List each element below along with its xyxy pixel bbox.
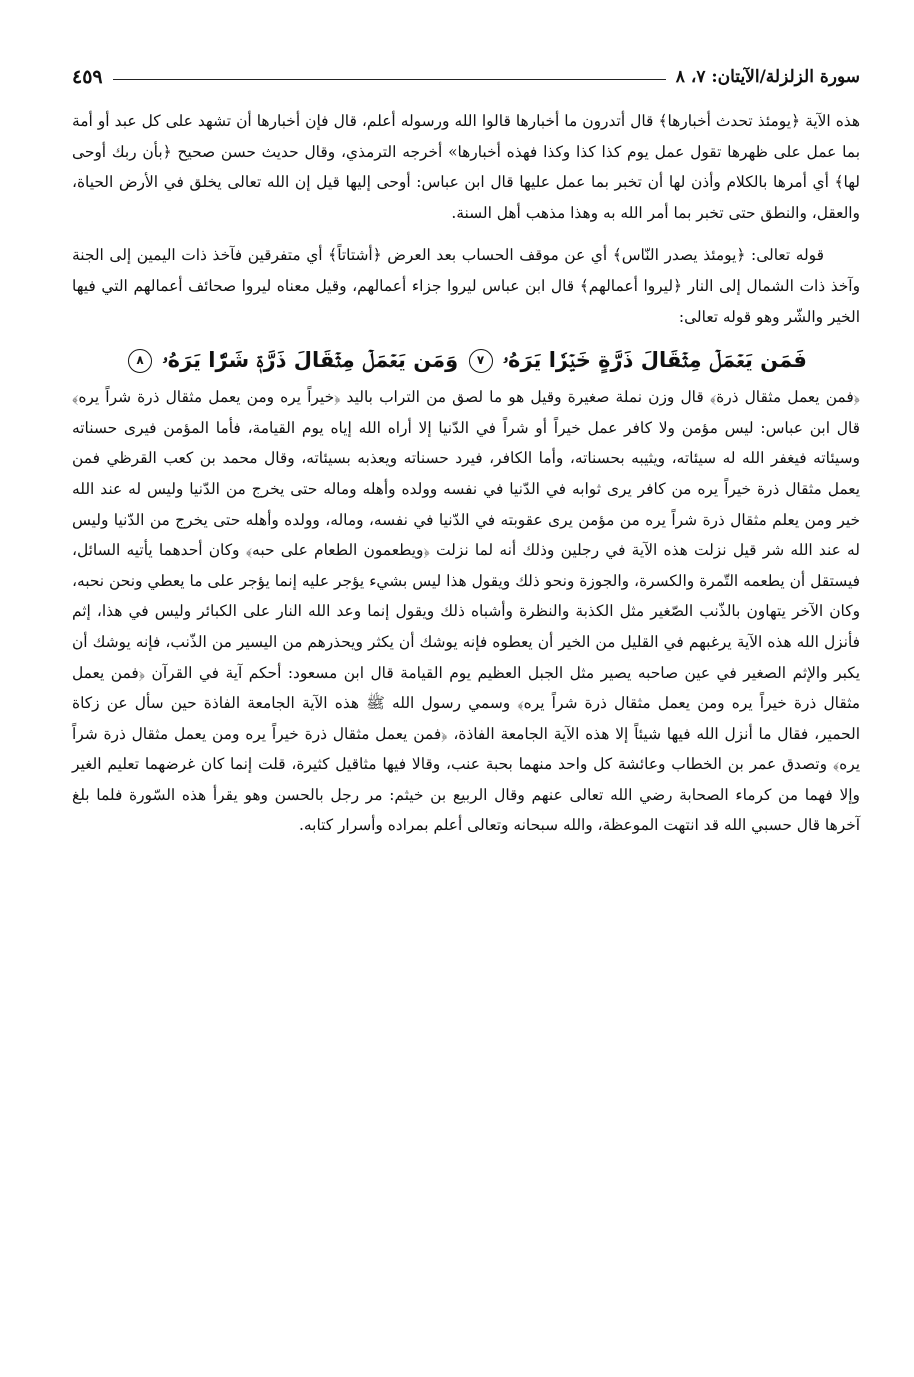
paragraph-3: ﴿فمن يعمل مثقال ذرة﴾ قال وزن نملة صغيرة وقيل هو ما لصق من التراب باليد ﴿خيراً يره ومن يعمل مثقال ذرة شراً يره﴾ قال ابن عباس: ليس مؤمن ولا كافر عمل خيراً أو شراً في الدّنيا إلا أراه الله إياه يوم القيامة، فأما المؤمن فيرى حسناته وسيئاته فيغفر الله له سيئاته، ويثيبه بحسناته، وأما الكافر، فيرد حسناته ويعذبه بسيئاته، وقال محمد بن كعب القرظي فمن يعمل مثقال ذرة خيراً يره من كافر يرى ثوابه في الدّنيا في نفسه وولده وأهله وماله حتى يخرج من الدّنيا وليس له عند الله خير ومن يعلم مثقال ذرة شراً يره من مؤمن يرى عقوبته في الدّنيا في نفسه، وماله، وولده وأهله حتى يخرج من الدّنيا وليس له عند الله شر قيل نزلت هذه الآية في رجلين وذلك أنه لما نزلت ﴿ويطعمون الطعام على حبه﴾ وكان أحدهما يأتيه السائل، فيستقل أن يطعمه التّمرة والكسرة، والجوزة ونحو ذلك ويقول هذا ليس بشيء يؤجر عليه إنما يؤجر على ما يعطي ونحن نحبه، وكان الآخر يتهاون بالذّنب الصّغير مثل الكذبة والنظرة وأشباه ذلك ويقول إنما وعد الله النار على الكبائر وليس في هذا، إثم فأنزل الله هذه الآية يرغبهم في القليل من الخير أن يعطوه فإنه يوشك أن يكثر ويحذرهم من اليسير من الذّنب، فإنه يوشك أن يكبر والإثم الصغير في عين صاحبه يصير مثل الجبل العظيم يوم القيامة قال ابن مسعود: أحكم آية في القرآن ﴿فمن يعمل مثقال ذرة خيراً يره ومن يعمل مثقال ذرة شراً يره﴾ وسمي رسول الله ﷺ هذه الآية الجامعة الفاذة حين سأل عن زكاة الحمير، فقال ما أنزل الله فيها شيئاً إلا هذه الآية الجامعة الفاذة، ﴿فمن يعمل مثقال ذرة خيراً يره ومن يعمل مثقال ذرة شراً يره﴾ وتصدق عمر بن الخطاب وعائشة كل واحد منهما بحبة عنب، وقالا فيها مثاقيل كثيرة، قلت إنما كان غرضهما تعليم الغير وإلا فهما من كرماء الصحابة رضي الله تعالى عنهم وقال الربيع بن خيثم: مر رجل بالحسن وهو يقرأ هذه السّورة فلما بلغ آخرها قال حسبي الله قد انتهت الموعظة، والله سبحانه وتعالى أعلم بمراده وأسرار كتابه. [72,388,860,835]
verse-7-text: فَمَن يَعۡمَلۡ مِثۡقَالَ ذَرَّةٍ خَيۡرٗا يَرَهُۥ [502,348,807,373]
verse-8-text: وَمَن يَعۡمَلۡ مِثۡقَالَ ذَرَّةٖ شَرّٗا يَرَهُۥ [162,348,459,373]
paragraph-1: هذه الآية ﴿يومئذ تحدث أخبارها﴾ قال أتدرون ما أخبارها قالوا الله ورسوله أعلم، قال فإن أخبارها أن تشهد على كل عبد أو أمة بما عمل على ظهرها تقول عمل يوم كذا كذا وكذا فهذه أخبارها» أخرجه الترمذي، وقال حديث حسن صحيح ﴿بأن ربك أوحى لها﴾ أي أمرها بالكلام وأذن لها أن تخبر بما عمل عليها قال ابن عباس: أوحى إليها قيل إن الله تعالى يخلق في الأرض الحياة، والعقل، والنطق حتى تخبر بما أمر الله به وهذا مذهب أهل السنة. [72,112,860,222]
page-number: ٤٥٩ [72,66,103,88]
ayah-8-marker: ٨ [128,349,152,373]
page [72,62,860,841]
page-header [72,62,860,92]
header-rule [113,79,666,80]
ayah-7-marker: ٧ [469,349,493,373]
paragraph-2: قوله تعالى: ﴿يومئذ يصدر النّاس﴾ أي عن موقف الحساب بعد العرض ﴿أشتاتاً﴾ أي متفرقين فآخذ ذات اليمين إلى الجنة وآخذ ذات الشمال إلى النار ﴿ليروا أعمالهم﴾ قال ابن عباس ليروا جزاء أعمالهم، وقيل معناه ليروا صحائف أعمالهم التي فيها الخير والشّر وهو قوله تعالى: [72,246,860,326]
running-title: سورة الزلزلة/الآيتان: ٧، ٨ [675,67,860,87]
quran-verses [72,340,860,380]
